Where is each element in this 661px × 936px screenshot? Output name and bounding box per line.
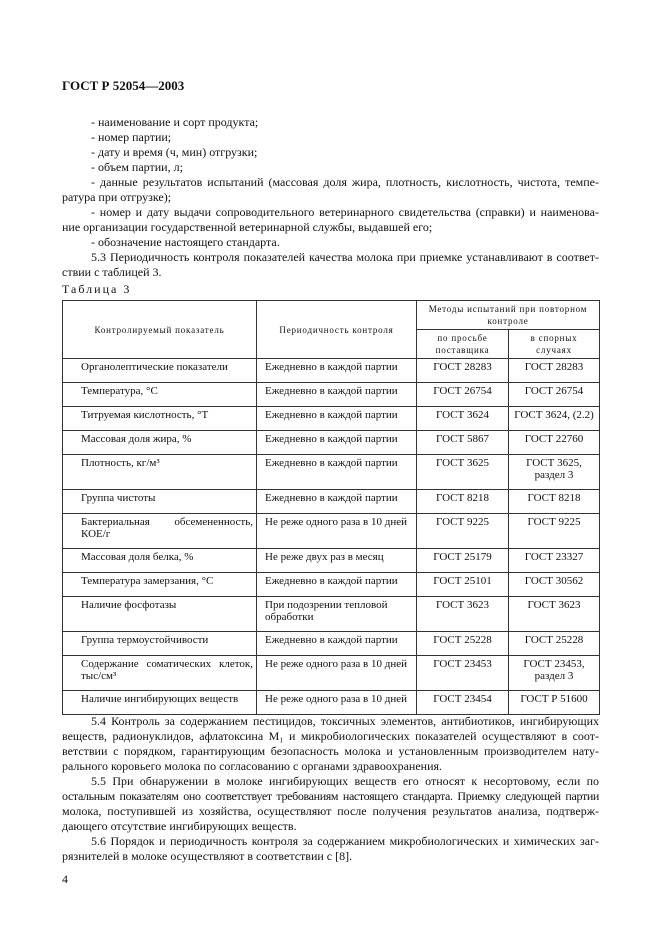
cell-indicator: Органолептические показатели: [63, 359, 257, 383]
cell-indicator: Массовая доля белка, %: [63, 549, 257, 573]
body-line: рального коровьего молока по согласованию с органами здравоохранения.: [62, 759, 443, 773]
intro-line: - дату и время (ч, мин) отгрузки;: [91, 145, 258, 159]
cell-periodicity: Не реже одного раза в 10 дней: [257, 514, 417, 549]
intro-line: - номер и дату выдачи сопроводительного ветеринарного свидетельства (справки) и наименова-: [91, 205, 599, 219]
cell-indicator: Массовая доля жира, %: [63, 431, 257, 455]
cell-periodicity: Ежедневно в каждой партии: [257, 632, 417, 656]
table-row: [63, 632, 600, 656]
body-line: дающего отсутствие ингибирующих веществ.: [62, 819, 297, 833]
cell-indicator: Плотность, кг/м³: [63, 455, 257, 490]
cell-by-request: ГОСТ 23453: [417, 656, 509, 691]
cell-periodicity: При подозрении тепловой обработки: [257, 597, 417, 632]
table-caption: Таблица 3: [62, 282, 132, 296]
cell-by-request: ГОСТ 25101: [417, 573, 509, 597]
body-line: ветствии с порядком, гарантирующим безопасность молока и установленным производителем нату-: [62, 744, 599, 758]
cell-periodicity: Ежедневно в каждой партии: [257, 490, 417, 514]
cell-by-request: ГОСТ 25228: [417, 632, 509, 656]
cell-indicator: Группа термоустойчивости: [63, 632, 257, 656]
cell-disputes: ГОСТ 8218: [509, 490, 600, 514]
cell-periodicity: Ежедневно в каждой партии: [257, 383, 417, 407]
cell-by-request: ГОСТ 5867: [417, 431, 509, 455]
body-line: остальным показателям оно соответствует требованиям настоящего стандарта. Приемку следующей партии: [62, 789, 599, 803]
header-periodicity: Периодичность контроля: [257, 301, 417, 359]
cell-disputes: ГОСТ 3625, раздел 3: [509, 455, 600, 490]
cell-by-request: ГОСТ 3625: [417, 455, 509, 490]
cell-disputes: ГОСТ 25228: [509, 632, 600, 656]
cell-disputes: ГОСТ 3623: [509, 597, 600, 632]
table-row: [63, 514, 600, 549]
table-row: [63, 490, 600, 514]
cell-periodicity: Ежедневно в каждой партии: [257, 359, 417, 383]
body-line: 5.5 При обнаружении в молоке ингибирующих веществ его относят к несортовому, если по: [91, 774, 599, 788]
intro-line: - номер партии;: [91, 130, 172, 144]
cell-indicator: Наличие ингибирующих веществ: [63, 691, 257, 715]
intro-line: ствии с таблицей 3.: [62, 265, 162, 279]
cell-disputes: ГОСТ 22760: [509, 431, 600, 455]
cell-periodicity: Не реже одного раза в 10 дней: [257, 656, 417, 691]
intro-line: ратура при отгрузке);: [62, 190, 172, 204]
header-indicator: Контролируемый показатель: [63, 301, 257, 359]
cell-periodicity: Ежедневно в каждой партии: [257, 455, 417, 490]
intro-line: - наименование и сорт продукта;: [91, 115, 259, 129]
cell-by-request: ГОСТ 3623: [417, 597, 509, 632]
cell-by-request: ГОСТ 8218: [417, 490, 509, 514]
cell-indicator: Температура замерзания, °С: [63, 573, 257, 597]
cell-indicator: Наличие фосфотазы: [63, 597, 257, 632]
table-row: [63, 549, 600, 573]
cell-indicator: Группа чистоты: [63, 490, 257, 514]
body-line: рязнителей в молоке осуществляют в соответствии с [8].: [62, 849, 353, 863]
body-line: веществ, радионуклидов, афлатоксина M₁ и микробиологических показателей осуществляют в соот-: [62, 729, 599, 743]
table-row: [63, 691, 600, 715]
table-row: [63, 597, 600, 632]
cell-disputes: ГОСТ 3624, (2.2): [509, 407, 600, 431]
header-methods: Методы испытаний при повторном контроле: [417, 301, 600, 330]
cell-periodicity: Ежедневно в каждой партии: [257, 573, 417, 597]
cell-disputes: ГОСТ 9225: [509, 514, 600, 549]
header-by-request: по просьбе поставщика: [417, 330, 509, 359]
cell-indicator: Бактериальная обсемененность, КОЕ/г: [63, 514, 257, 549]
cell-indicator: Титруемая кислотность, °Т: [63, 407, 257, 431]
cell-periodicity: Не реже одного раза в 10 дней: [257, 691, 417, 715]
cell-by-request: ГОСТ 28283: [417, 359, 509, 383]
intro-line: - обозначение настоящего стандарта.: [91, 235, 280, 249]
cell-disputes: ГОСТ 30562: [509, 573, 600, 597]
document-number: ГОСТ Р 52054—2003: [62, 78, 185, 93]
body-line: молока, поступившей из хозяйства, осуществляют после получения результатов анализа, подтверж-: [62, 804, 599, 818]
cell-periodicity: Ежедневно в каждой партии: [257, 431, 417, 455]
cell-disputes: ГОСТ Р 51600: [509, 691, 600, 715]
table-row: [63, 656, 600, 691]
cell-disputes: ГОСТ 23453, раздел 3: [509, 656, 600, 691]
cell-by-request: ГОСТ 26754: [417, 383, 509, 407]
cell-disputes: ГОСТ 23327: [509, 549, 600, 573]
body-line: 5.6 Порядок и периодичность контроля за содержанием микробиологических и химических заг-: [91, 834, 599, 848]
cell-by-request: ГОСТ 23454: [417, 691, 509, 715]
cell-periodicity: Ежедневно в каждой партии: [257, 407, 417, 431]
page-number: 4: [62, 872, 68, 886]
body-line: 5.4 Контроль за содержанием пестицидов, токсичных элементов, антибиотиков, ингибирующих: [91, 714, 599, 728]
intro-line: ние организации государственной ветеринарной службы, выдавшей его;: [62, 220, 433, 234]
control-table: [62, 300, 600, 715]
cell-periodicity: Не реже двух раз в месяц: [257, 549, 417, 573]
table-row: [63, 359, 600, 383]
cell-disputes: ГОСТ 28283: [509, 359, 600, 383]
table-body: [63, 359, 600, 715]
cell-by-request: ГОСТ 25179: [417, 549, 509, 573]
cell-by-request: ГОСТ 3624: [417, 407, 509, 431]
intro-line: - данные результатов испытаний (массовая доля жира, плотность, кислотность, чистота, темпе-: [91, 175, 599, 189]
table-row: [63, 455, 600, 490]
table-row: [63, 573, 600, 597]
table-row: [63, 431, 600, 455]
cell-indicator: Содержание соматических клеток, тыс/см³: [63, 656, 257, 691]
cell-indicator: Температура, °С: [63, 383, 257, 407]
table-row: [63, 407, 600, 431]
intro-line: - объем партии, л;: [91, 160, 183, 174]
cell-by-request: ГОСТ 9225: [417, 514, 509, 549]
cell-disputes: ГОСТ 26754: [509, 383, 600, 407]
intro-line: 5.3 Периодичность контроля показателей качества молока при приемке устанавливают в соответ-: [91, 250, 599, 264]
table-row: [63, 383, 600, 407]
header-disputes: в спорных случаях: [509, 330, 600, 359]
